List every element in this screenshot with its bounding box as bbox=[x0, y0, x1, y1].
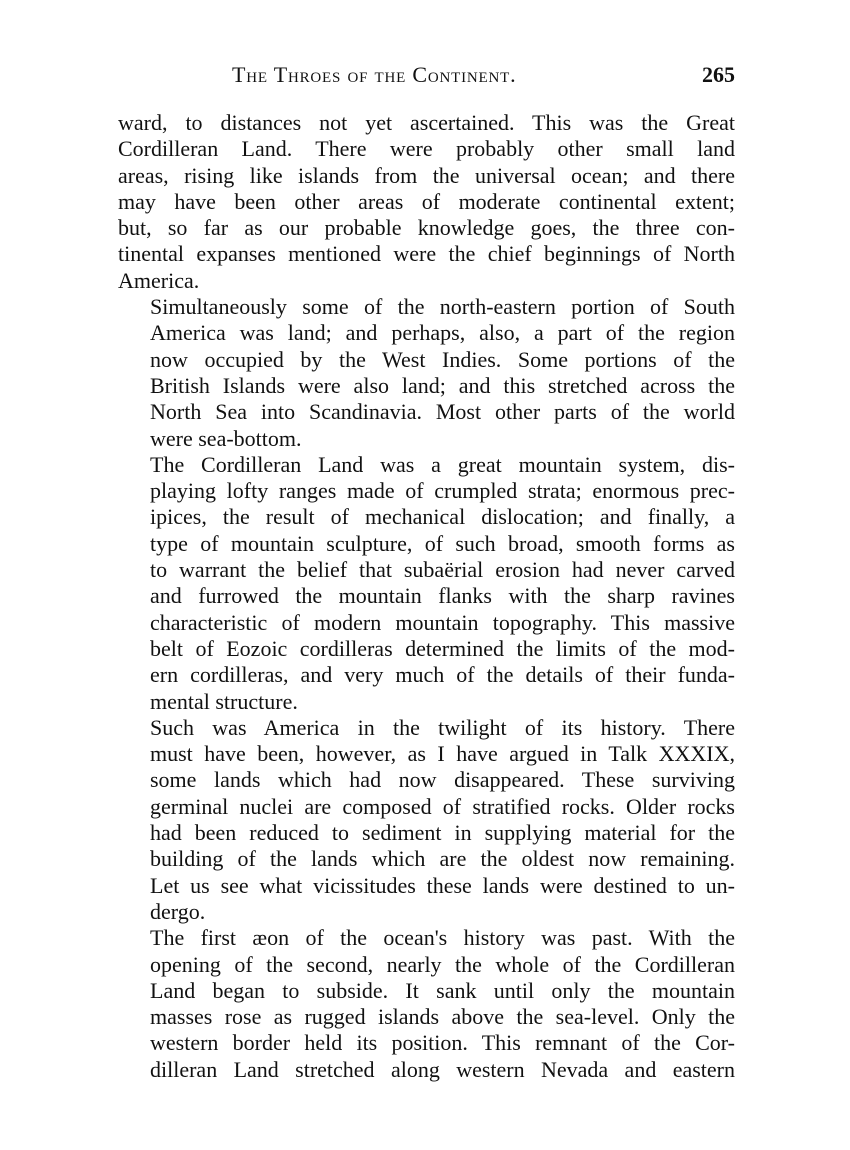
text-line: mental structure. bbox=[150, 688, 298, 714]
running-head-title: The Throes of the Continent. bbox=[232, 62, 517, 87]
text-line: Such was America in the twilight of its history. There bbox=[150, 714, 735, 740]
text-line: North Sea into Scandinavia. Most other parts of the world bbox=[150, 399, 735, 425]
text-line: ipices, the result of mechanical dislocation; and finally, a bbox=[150, 504, 735, 530]
book-page bbox=[118, 62, 735, 1083]
page-number: 265 bbox=[702, 62, 735, 87]
text-line: building of the lands which are the oldest now remaining. bbox=[150, 846, 735, 872]
text-line: belt of Eozoic cordilleras determined the limits of the mod- bbox=[150, 635, 735, 661]
text-line: tinental expanses mentioned were the chief beginnings of North bbox=[118, 241, 735, 267]
text-line: America. bbox=[118, 267, 200, 293]
text-line: now occupied by the West Indies. Some portions of the bbox=[150, 346, 735, 372]
text-line: masses rose as rugged islands above the sea-level. Only the bbox=[150, 1004, 735, 1030]
paragraph-2 bbox=[118, 294, 735, 452]
text-line: British Islands were also land; and this stretched across the bbox=[150, 372, 735, 398]
text-line: playing lofty ranges made of crumpled strata; enormous prec- bbox=[150, 478, 735, 504]
text-line: some lands which had now disappeared. These surviving bbox=[150, 767, 735, 793]
paragraph-1 bbox=[118, 110, 735, 294]
text-line: type of mountain sculpture, of such broad, smooth forms as bbox=[150, 530, 735, 556]
text-line: opening of the second, nearly the whole of the Cordilleran bbox=[150, 951, 735, 977]
text-line: ward, to distances not yet ascertained. This was the Great bbox=[118, 110, 735, 135]
text-line: areas, rising like islands from the universal ocean; and there bbox=[118, 162, 735, 188]
text-line: America was land; and perhaps, also, a part of the region bbox=[150, 320, 735, 346]
text-line: but, so far as our probable knowledge goes, the three con- bbox=[118, 215, 735, 241]
text-line: to warrant the belief that subaërial erosion had never carved bbox=[150, 557, 735, 583]
paragraph-3 bbox=[118, 452, 735, 715]
text-line: ern cordilleras, and very much of the details of their funda- bbox=[150, 662, 735, 688]
text-line: were sea-bottom. bbox=[150, 425, 302, 451]
text-line: characteristic of modern mountain topography. This massive bbox=[150, 609, 735, 635]
text-line: western border held its position. This remnant of the Cor- bbox=[150, 1030, 735, 1056]
paragraph-4 bbox=[118, 715, 735, 925]
text-line: The first æon of the ocean's history was past. With the bbox=[150, 925, 735, 951]
running-head bbox=[118, 62, 735, 96]
text-line: had been reduced to sediment in supplying material for the bbox=[150, 820, 735, 846]
text-line: Let us see what vicissitudes these lands were destined to un- bbox=[150, 872, 735, 898]
text-line: may have been other areas of moderate continental extent; bbox=[118, 188, 735, 214]
body-text bbox=[118, 110, 735, 1083]
paragraph-5 bbox=[118, 925, 735, 1083]
text-line: The Cordilleran Land was a great mountain system, dis- bbox=[150, 451, 735, 477]
text-line: and furrowed the mountain flanks with the sharp ravines bbox=[150, 583, 735, 609]
text-line: must have been, however, as I have argued in Talk XXXIX, bbox=[150, 741, 735, 767]
text-line: Cordilleran Land. There were probably other small land bbox=[118, 136, 735, 162]
text-line: Land began to subside. It sank until only the mountain bbox=[150, 977, 735, 1003]
text-line: germinal nuclei are composed of stratified rocks. Older rocks bbox=[150, 793, 735, 819]
text-line: dilleran Land stretched along western Nevada and eastern bbox=[150, 1056, 735, 1082]
text-line: Simultaneously some of the north-eastern portion of South bbox=[150, 294, 735, 320]
text-line: dergo. bbox=[150, 898, 206, 924]
